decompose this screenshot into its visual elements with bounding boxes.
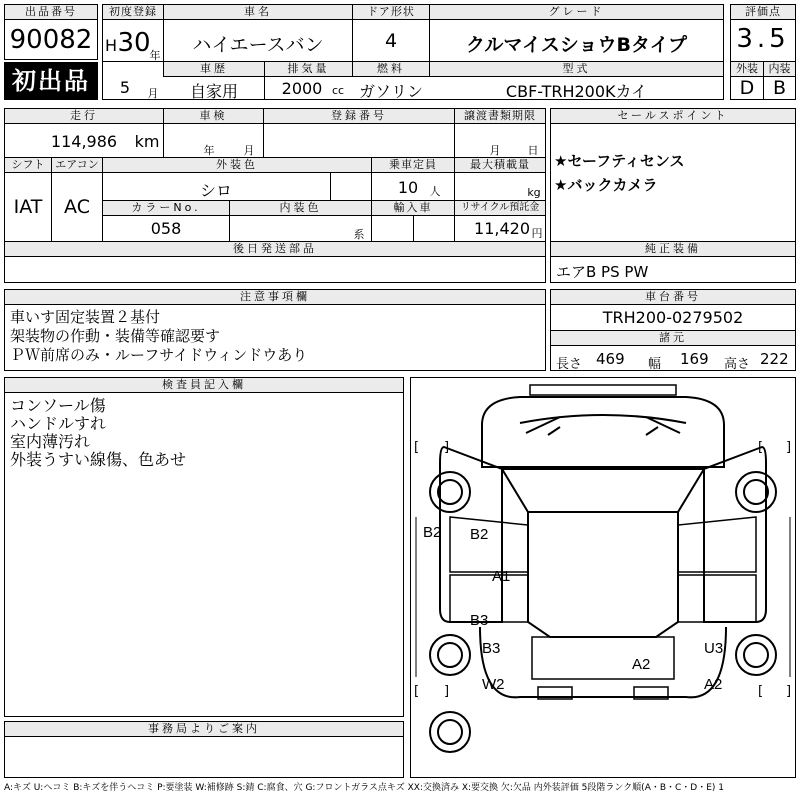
reg-year-unit: 年 xyxy=(149,49,161,62)
door-count: 4 xyxy=(384,30,398,52)
ac-label: エアコン xyxy=(51,157,103,173)
history-value: 自家用 xyxy=(189,82,238,101)
mileage-value: 114,986 xyxy=(50,132,118,151)
recycle-unit: 円 xyxy=(531,227,543,240)
history-label: 車歴 xyxy=(163,61,265,77)
bracket: [ xyxy=(758,440,764,455)
car-name: ハイエースバン xyxy=(192,34,324,56)
damage-mark: B2 xyxy=(423,524,442,541)
equipment-value: エアB PS PW xyxy=(556,263,649,281)
displacement-label: 排気量 xyxy=(264,61,353,77)
bracket: ] xyxy=(444,440,450,455)
notes-label: 注意事項欄 xyxy=(4,289,546,305)
bracket: ] xyxy=(444,684,450,699)
sales-point: ★バックカメラ xyxy=(554,176,658,194)
displacement-unit: cc xyxy=(331,84,345,97)
note-line: 架装物の作動・装備等確認要す xyxy=(10,327,221,345)
damage-mark: W2 xyxy=(482,676,505,693)
color-no-value: 058 xyxy=(150,219,182,238)
chassis-label: 車台番号 xyxy=(550,289,796,305)
length-value: 469 xyxy=(596,350,625,368)
score-label: 評価点 xyxy=(730,4,796,20)
damage-mark: B2 xyxy=(470,526,489,543)
damage-mark: U3 xyxy=(704,640,724,657)
damage-mark: B3 xyxy=(470,612,489,629)
door-label: ドア形状 xyxy=(352,4,430,20)
color-label: 外装色 xyxy=(102,157,372,173)
sales-point: ★セーフティセンス xyxy=(554,152,685,170)
fuel-value: ガソリン xyxy=(358,82,423,101)
int-color-unit: 系 xyxy=(353,228,365,241)
reg-label: 初度登録 xyxy=(102,4,164,20)
mileage-unit: km xyxy=(134,132,160,151)
legend: A:キズ U:ヘコミ B:キズを伴うヘコミ P:要塗装 W:補修跡 S:錆 C:腐食、穴 G:フロントガラス点キズ XX:交換済み X:要交換 欠:欠品 内外装評価 5段階ランク順(A・B・C・D・E) 1 xyxy=(4,783,725,793)
inspection-label: 車検 xyxy=(163,108,264,124)
lot-number: 90082 xyxy=(9,25,93,55)
bracket: ] xyxy=(786,440,792,455)
inspector-line: コンソール傷 xyxy=(10,396,106,415)
model-label: 型式 xyxy=(429,61,724,77)
import-label: 輸入車 xyxy=(371,200,455,216)
width-value: 169 xyxy=(680,350,709,368)
inspector-line: 外装うすい線傷、色あせ xyxy=(10,450,187,469)
exterior-grade: D xyxy=(739,77,755,99)
model-value: CBF-TRH200Kカイ xyxy=(505,82,648,101)
car-diagram xyxy=(410,377,796,778)
shift-value: IAT xyxy=(13,196,43,218)
inspector-label: 検査員記入欄 xyxy=(4,377,404,393)
shift-label: シフト xyxy=(4,157,52,173)
bracket: [ xyxy=(414,440,420,455)
later-parts-label: 後日発送部品 xyxy=(4,241,546,257)
dims-label: 諸元 xyxy=(550,330,796,346)
height-label: 高さ xyxy=(724,357,751,372)
seats-value: 10 xyxy=(397,178,419,197)
recycle-label: リサイクル預託金 xyxy=(454,200,546,216)
equipment-label: 純正装備 xyxy=(550,241,796,257)
chassis-number: TRH200-0279502 xyxy=(602,308,744,327)
inspection-month-unit: 月 xyxy=(243,144,255,157)
mileage-label: 走行 xyxy=(4,108,164,124)
seats-unit: 人 xyxy=(429,185,441,198)
transfer-label: 譲渡書類期限 xyxy=(454,108,546,124)
damage-mark: A2 xyxy=(704,676,723,693)
score-value: 3.5 xyxy=(736,24,790,54)
load-unit: kg xyxy=(527,186,541,199)
length-label: 長さ xyxy=(556,357,583,372)
registration-label: 登録番号 xyxy=(263,108,455,124)
ac-value: AC xyxy=(64,196,90,218)
office-label: 事務局よりご案内 xyxy=(4,721,404,737)
bracket: [ xyxy=(758,684,764,699)
inspector-line: ハンドルすれ xyxy=(10,414,107,433)
grade-value: クルマイスショウBタイプ xyxy=(465,34,687,56)
height-value: 222 xyxy=(760,350,789,368)
width-label: 幅 xyxy=(648,357,662,372)
int-color-label: 内装色 xyxy=(229,200,372,216)
damage-mark: A2 xyxy=(632,656,651,673)
note-line: ＰＷ前席のみ・ルーフサイドウィンドウあり xyxy=(10,346,308,364)
lot-label: 出品番号 xyxy=(4,4,98,20)
color-value: シロ xyxy=(199,181,232,200)
reg-month-unit: 月 xyxy=(147,87,159,100)
load-label: 最大積載量 xyxy=(454,157,546,173)
inspector-line: 室内薄汚れ xyxy=(10,432,91,451)
seats-label: 乗車定員 xyxy=(371,157,455,173)
reg-year: 30 xyxy=(117,28,151,58)
transfer-month-unit: 月 xyxy=(489,144,501,157)
transfer-day-unit: 日 xyxy=(527,144,539,157)
car-name-label: 車名 xyxy=(163,4,353,20)
interior-label: 内装 xyxy=(763,61,796,77)
bracket: ] xyxy=(786,684,792,699)
damage-mark: A1 xyxy=(492,568,511,585)
displacement-value: 2000 xyxy=(281,79,323,98)
first-listing-badge: 初出品 xyxy=(4,62,98,100)
color-no-label: カラーNo. xyxy=(102,200,230,216)
bracket: [ xyxy=(414,684,420,699)
recycle-value: 11,420 xyxy=(474,219,530,238)
note-line: 車いす固定装置２基付 xyxy=(10,308,161,326)
fuel-label: 燃料 xyxy=(352,61,430,77)
reg-era: H xyxy=(104,36,118,55)
grade-label: グレード xyxy=(429,4,724,20)
inspection-year-unit: 年 xyxy=(203,144,215,157)
reg-month: 5 xyxy=(119,78,131,97)
exterior-label: 外装 xyxy=(730,61,764,77)
damage-mark: B3 xyxy=(482,640,501,657)
sales-points-label: セールスポイント xyxy=(550,108,796,124)
interior-grade: B xyxy=(772,77,787,99)
